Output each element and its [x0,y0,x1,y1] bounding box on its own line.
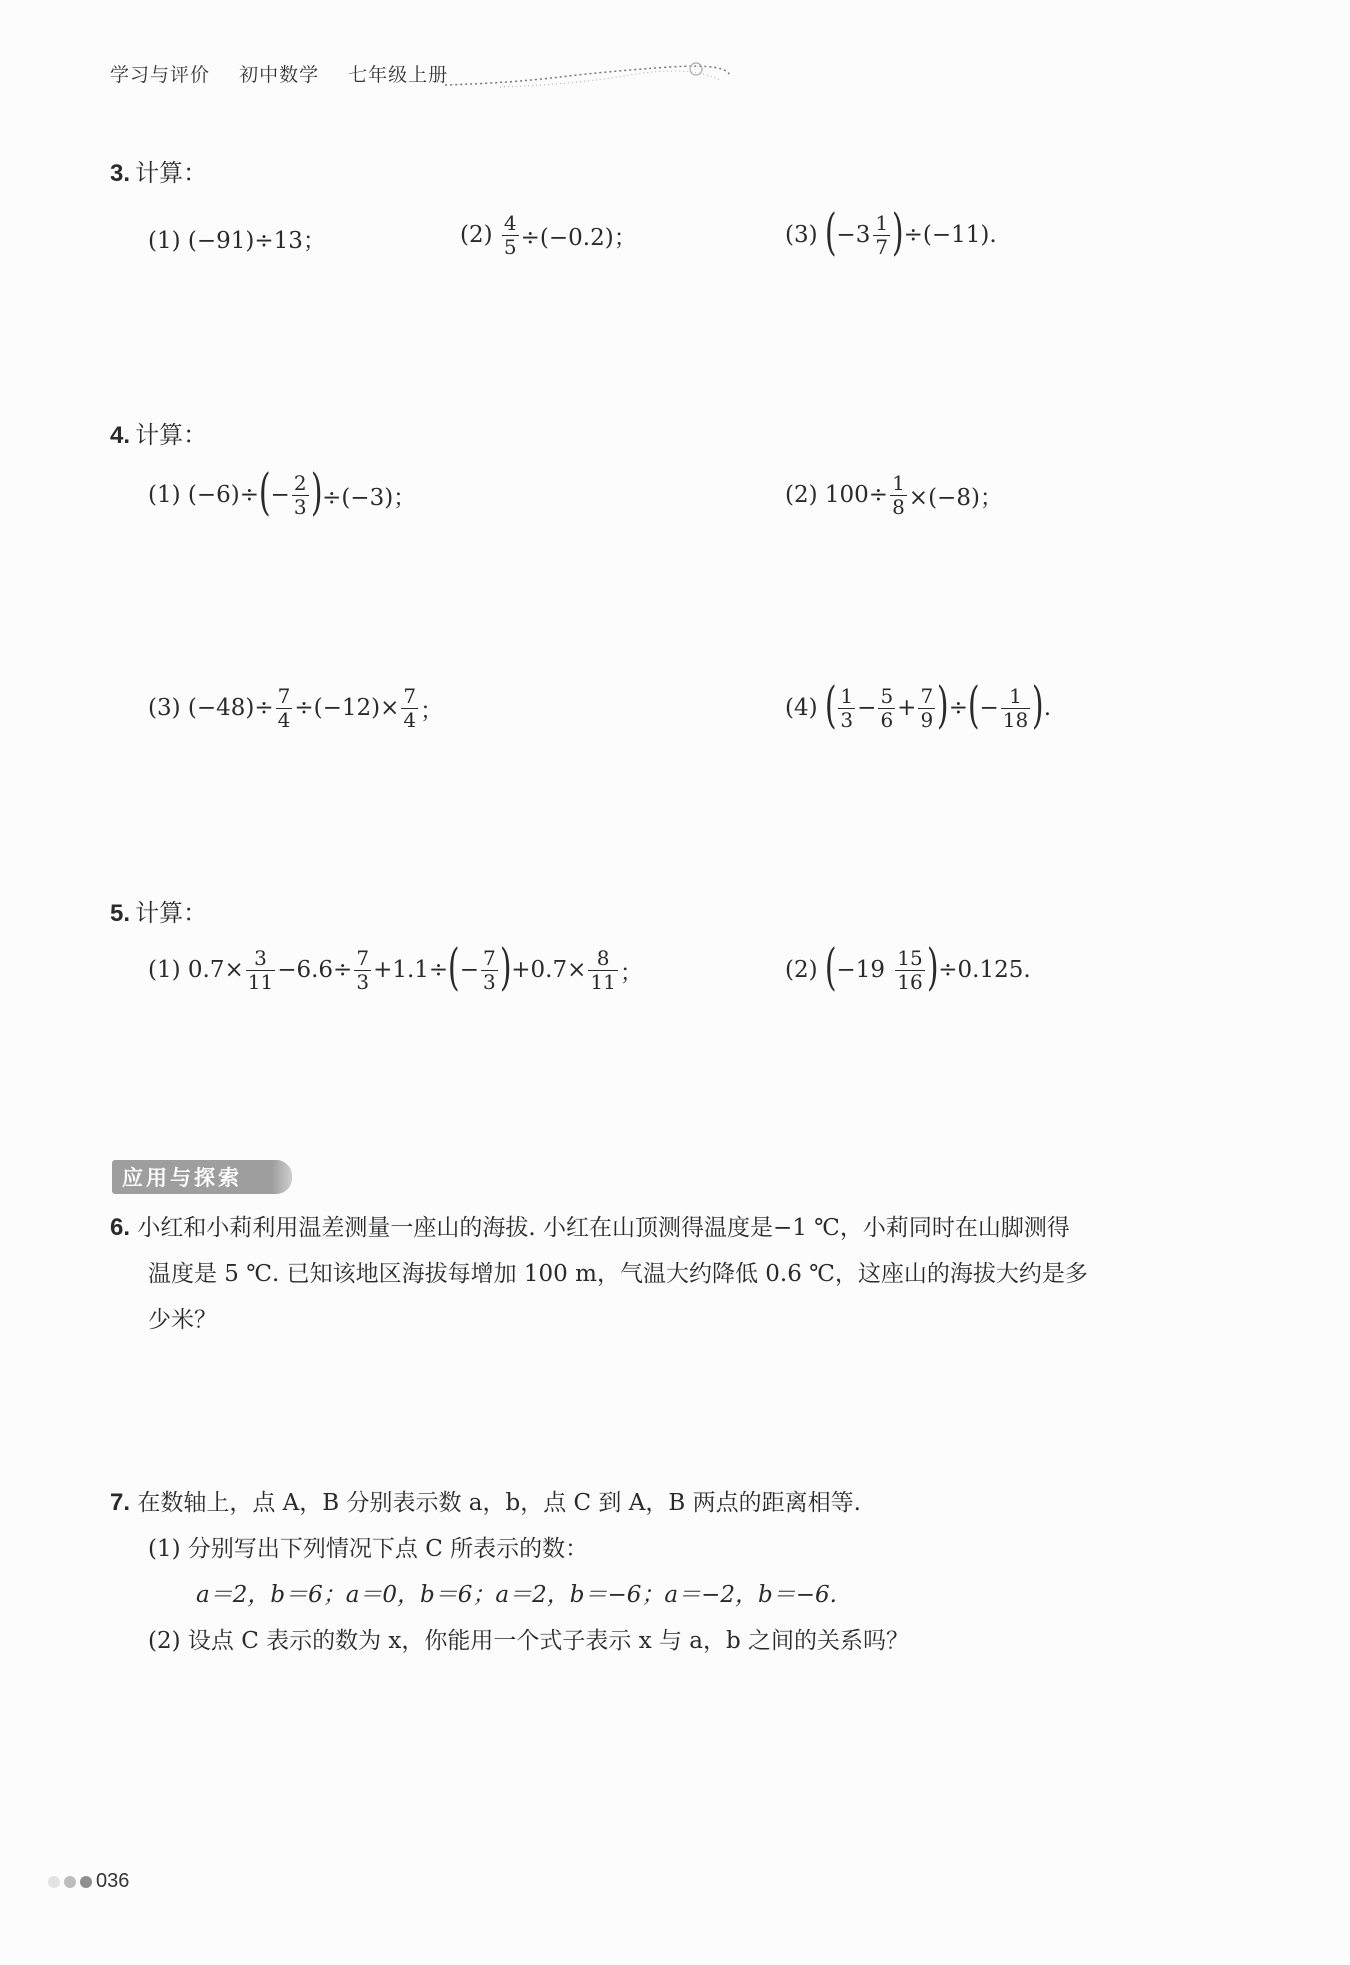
page-footer [48,1870,129,1893]
question-number: 5. [110,900,131,927]
header-subject: 初中数学 [239,64,320,86]
fraction: $\frac{7}{4}$ [277,683,291,732]
page-number: 036 [96,1870,130,1892]
running-header [110,60,470,87]
fraction: $\frac{1}{18}$ [1002,683,1029,732]
footer-dot-icon [80,1876,92,1888]
header-series: 学习与评价 [110,64,211,86]
footer-dot-icon [48,1876,60,1888]
fraction: $\frac{7}{3}$ [482,945,496,994]
fraction: $\frac{2}{3}$ [293,470,307,519]
header-dotted-ornament [440,55,740,91]
fraction: $\frac{4}{5}$ [503,210,517,259]
question-6 [110,1205,1250,1343]
header-grade: 七年级上册 [348,64,449,86]
q4-part-1: (1) (−6)÷ ( − $\frac{2}{3}$ ) ÷(−3)； [148,463,417,521]
q3-part-1: (1) (−91)÷13； [148,227,326,254]
fraction: $\frac{1}{7}$ [875,210,889,259]
question-number: 3. [110,160,131,187]
section-title-badge: 应用与探索 [112,1160,292,1194]
q6-line-3: 少米？ [148,1307,217,1333]
q7-subpart-1: (1) 分别写出下列情况下点 C 所表示的数： [148,1536,589,1562]
question-number: 7. [110,1489,131,1516]
fraction: $\frac{15}{16}$ [897,945,923,994]
q3-part-2: (2) $\frac{4}{5}$ ÷(−0.2)； [460,210,637,259]
q7-subpart-1-cases: a＝2，b＝6；a＝0，b＝6；a＝2，b＝−6；a＝−2，b＝−6. [196,1582,837,1608]
fraction: $\frac{7}{9}$ [920,683,934,732]
fraction: $\frac{8}{11}$ [590,945,616,994]
fraction: $\frac{1}{8}$ [892,470,905,519]
question-3-heading [110,153,207,188]
fraction: $\frac{5}{6}$ [880,683,894,732]
q6-line-1: 小红和小莉利用温差测量一座山的海拔. 小红在山顶测得温度是−1 ℃，小莉同时在山脚测得 [137,1215,1070,1241]
q4-part-4: (4) ( $\frac{1}{3}$ − $\frac{5}{6}$ + $\frac{7}{9}$ ) ÷ ( − $\frac{1}{18}$ ) . [785,676,1052,734]
question-number: 6. [110,1214,131,1241]
q6-line-2: 温度是 5 ℃. 已知该地区海拔每增加 100 m，气温大约降低 0.6 ℃，这座山的海拔大约是多 [148,1261,1088,1287]
question-instruction: 计算： [135,899,208,927]
q5-part-2: (2) ( −19 $\frac{15}{16}$ ) ÷0.125. [785,938,1031,996]
q3-part-3: (3) ( −3 $\frac{1}{7}$ ) ÷(−11). [785,203,997,261]
question-4-heading [110,415,207,450]
q4-part-3: (3) (−48)÷ $\frac{7}{4}$ ÷(−12)× $\frac{7}{4}$ ； [148,683,444,732]
q7-subpart-2: (2) 设点 C 表示的数为 x，你能用一个式子表示 x 与 a，b 之间的关系吗？ [148,1628,910,1654]
question-5-heading [110,893,207,928]
fraction: $\frac{1}{3}$ [840,683,854,732]
q4-part-2: (2) 100÷ $\frac{1}{8}$ ×(−8)； [785,470,1003,519]
q7-line-1: 在数轴上，点 A，B 分别表示数 a，b，点 C 到 A，B 两点的距离相等. [137,1490,861,1516]
question-7 [110,1480,1250,1664]
fraction: $\frac{3}{11}$ [247,945,274,994]
question-number: 4. [110,422,131,449]
fraction: $\frac{7}{4}$ [403,683,417,732]
q5-part-1: (1) 0.7× $\frac{3}{11}$ −6.6÷ $\frac{7}{3}$ +1.1÷ ( − $\frac{7}{3}$ ) +0.7× $\frac{8}{11}$ ； [148,938,643,996]
question-instruction: 计算： [135,421,208,449]
question-instruction: 计算： [135,159,208,187]
footer-dot-icon [64,1876,76,1888]
fraction: $\frac{7}{3}$ [356,945,370,994]
